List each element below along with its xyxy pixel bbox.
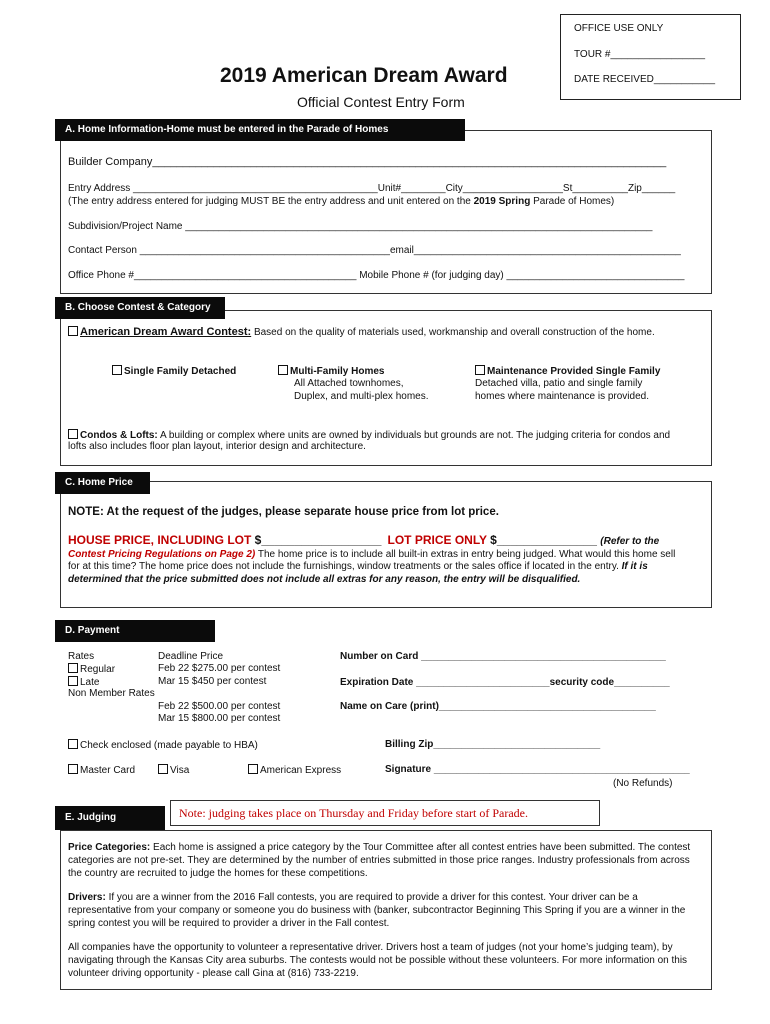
office-use-heading: OFFICE USE ONLY: [574, 23, 664, 34]
maintenance-option[interactable]: Maintenance Provided Single Family: [475, 365, 660, 377]
maintenance-desc-1: Detached villa, patio and single family: [475, 378, 643, 389]
price-desc-1: Contest Pricing Regulations on Page 2) The home price is to include all built-in extras in entry being judged. What would this home sell: [68, 549, 676, 560]
condos-option[interactable]: Condos & Lofts: A building or complex where units are owned by individuals but grounds are not. The judging criteria for condos and: [68, 429, 670, 441]
name-on-card-field[interactable]: Name on Care (print)_______________________________________: [340, 701, 656, 712]
checkbox-icon[interactable]: [68, 429, 78, 439]
multi-family-desc-1: All Attached townhomes,: [294, 378, 404, 389]
section-c-header: C. Home Price: [55, 472, 150, 494]
check-option[interactable]: Check enclosed (made payable to HBA): [68, 739, 258, 751]
phone-field[interactable]: Office Phone #________________________________________ Mobile Phone # (for judging day) ________________________________: [68, 270, 685, 281]
entry-address-field[interactable]: Entry Address ____________________________________________Unit#________City__________________St__________Zip______: [68, 183, 676, 194]
date-received-field[interactable]: DATE RECEIVED___________: [574, 74, 716, 85]
price-note: NOTE: At the request of the judges, please separate house price from lot price.: [68, 506, 499, 518]
no-refunds-label: (No Refunds): [613, 778, 673, 789]
drivers-para: Drivers: If you are a winner from the 2016 Fall contests, you are required to provide a driver for this contest. Your driver can be a representative from your company or someone you do business with (banker, subcontractor Beginning This Spring if you are a winner in the spring contest you will be required to provider a driver in the Fall contest.: [68, 892, 686, 929]
checkbox-icon[interactable]: [475, 365, 485, 375]
checkbox-icon[interactable]: [278, 365, 288, 375]
checkbox-icon[interactable]: [112, 365, 122, 375]
rate-row-1: Feb 22 $275.00 per contest: [158, 663, 281, 674]
mastercard-option[interactable]: Master Card: [68, 764, 135, 776]
office-use-box: [560, 14, 741, 100]
judging-note: Note: judging takes place on Thursday and Friday before start of Parade.: [170, 800, 600, 826]
checkbox-icon[interactable]: [68, 739, 78, 749]
section-d-header: D. Payment: [55, 620, 215, 642]
card-number-field[interactable]: Number on Card ____________________________________________: [340, 651, 666, 662]
visa-option[interactable]: Visa: [158, 764, 189, 776]
section-a-header: A. Home Information-Home must be entered in the Parade of Homes: [55, 119, 465, 141]
checkbox-icon[interactable]: [68, 663, 78, 673]
single-family-option[interactable]: Single Family Detached: [112, 365, 236, 377]
american-dream-option[interactable]: American Dream Award Contest: Based on the quality of materials used, workmanship and overall construction of the home.: [68, 326, 655, 338]
subdivision-field[interactable]: Subdivision/Project Name ____________________________________________________________________________________: [68, 221, 653, 232]
rate-row-4: Mar 15 $800.00 per contest: [158, 713, 281, 724]
price-categories-para: Price Categories: Each home is assigned a price category by the Tour Committee after all contest entries have been submitted. The contest categories are not pre-set. They are determined by the number of entries submitted in those price ranges. Industry professionals from across the country are recruited to judge the homes for these competitions.: [68, 842, 691, 879]
checkbox-icon[interactable]: [248, 764, 258, 774]
builder-company-field[interactable]: Builder Company____________________________________________________________________________________: [68, 156, 667, 168]
regular-option[interactable]: Regular: [68, 663, 115, 675]
price-fields[interactable]: HOUSE PRICE, INCLUDING LOT $__________________ LOT PRICE ONLY $_______________ (Refer to the: [68, 533, 660, 547]
expiration-field[interactable]: Expiration Date ________________________security code__________: [340, 677, 670, 688]
nonmember-label: Non Member Rates: [68, 688, 155, 699]
checkbox-icon[interactable]: [158, 764, 168, 774]
deadline-label: Deadline Price: [158, 651, 224, 662]
late-option[interactable]: Late: [68, 676, 99, 688]
form-subtitle: Official Contest Entry Form: [297, 94, 465, 110]
checkbox-icon[interactable]: [68, 676, 78, 686]
checkbox-icon[interactable]: [68, 764, 78, 774]
multi-family-option[interactable]: Multi-Family Homes: [278, 365, 384, 377]
checkbox-icon[interactable]: [68, 326, 78, 336]
volunteer-para: All companies have the opportunity to volunteer a representative driver. Drivers host a team of judges (not your home’s judging team), by navigating through the Kansas City area suburbs. The contests would not be possible without these volunteers. For more information on this volunteer driving opportunity - please call Gina at (816) 733-2219.: [68, 942, 688, 979]
tour-field[interactable]: TOUR #_________________: [574, 49, 706, 60]
multi-family-desc-2: Duplex, and multi-plex homes.: [294, 391, 429, 402]
form-title: 2019 American Dream Award: [220, 64, 508, 87]
rates-label: Rates: [68, 651, 95, 662]
contact-field[interactable]: Contact Person _____________________________________________email________________________________________________: [68, 245, 681, 256]
billing-zip-field[interactable]: Billing Zip______________________________: [385, 739, 601, 750]
rate-row-2: Mar 15 $450 per contest: [158, 676, 267, 687]
maintenance-desc-2: homes where maintenance is provided.: [475, 391, 649, 402]
amex-option[interactable]: American Express: [248, 764, 341, 776]
price-desc-3: determined that the price submitted does not include all extras for any reason, the entry will be disqualified.: [68, 574, 581, 585]
section-b-header: B. Choose Contest & Category: [55, 297, 225, 319]
section-e-header: E. Judging: [55, 806, 165, 830]
rate-row-3: Feb 22 $500.00 per contest: [158, 701, 281, 712]
signature-field[interactable]: Signature ______________________________________________: [385, 764, 690, 775]
entry-address-note: (The entry address entered for judging MUST BE the entry address and unit entered on the 2019 Spring Parade of Homes): [68, 196, 615, 207]
price-desc-2: for at this time? The home price does not include the furnishings, window treatments or the sales office if located in the entry. If it is: [68, 561, 648, 572]
condos-desc: lofts also includes floor plan layout, interior design and architecture.: [68, 441, 366, 452]
